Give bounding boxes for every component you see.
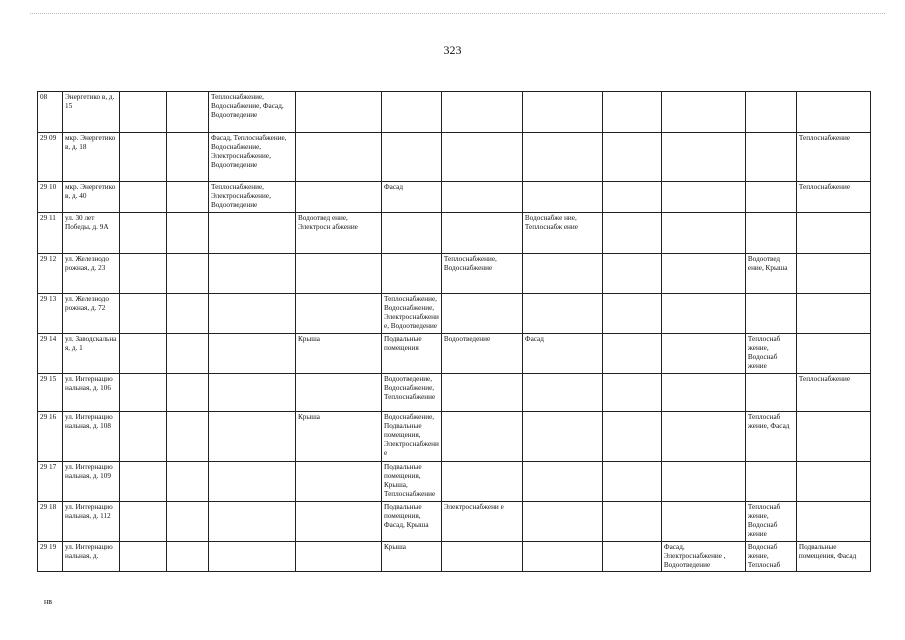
work-type-cell	[296, 254, 382, 294]
work-type-cell	[522, 254, 602, 294]
work-type-cell	[441, 374, 522, 412]
work-type-cell	[209, 254, 296, 294]
table-row	[38, 462, 871, 502]
work-type-cell	[745, 133, 796, 182]
row-number-cell: 29 10	[38, 182, 63, 213]
address-cell: ул. Интернацио нальная, д. 108	[63, 412, 120, 462]
work-type-cell: Теплоснабжение, Водоснабжение	[441, 254, 522, 294]
table-row	[38, 92, 871, 133]
table-row	[38, 294, 871, 334]
work-type-cell	[441, 92, 522, 133]
address-cell: мкр. Энергетико в, д. 40	[63, 182, 120, 213]
work-type-cell	[522, 542, 602, 572]
work-type-cell: Подвальные помещения, Крыша, Теплоснабжение	[382, 462, 442, 502]
work-type-cell: Теплоснаб жение, Водоснаб жение	[745, 334, 796, 374]
work-type-cell: Подвальные помещения	[382, 334, 442, 374]
work-type-cell	[745, 374, 796, 412]
address-cell: ул. Интернацио нальная, д.	[63, 542, 120, 572]
table-row	[38, 542, 871, 572]
address-cell: ул. Интернацио нальная, д. 106	[63, 374, 120, 412]
work-type-cell	[120, 133, 167, 182]
work-type-cell	[661, 462, 745, 502]
table-row	[38, 334, 871, 374]
work-type-cell	[661, 412, 745, 462]
work-type-cell	[602, 294, 661, 334]
work-type-cell	[602, 542, 661, 572]
work-type-cell	[120, 92, 167, 133]
work-type-cell: Теплоснабжение, Электроснабжение, Водоотведение	[209, 182, 296, 213]
work-type-cell	[209, 412, 296, 462]
work-type-cell	[296, 133, 382, 182]
row-number-cell: 29 13	[38, 294, 63, 334]
row-number-cell: 29 14	[38, 334, 63, 374]
work-type-cell: Фасад	[382, 182, 442, 213]
work-type-cell	[602, 374, 661, 412]
work-type-cell: Теплоснаб жение, Фасад	[745, 412, 796, 462]
work-type-cell: Теплоснабжение, Водоснабжение, Электроснабжени е, Водоотведение	[382, 294, 442, 334]
work-type-cell	[296, 374, 382, 412]
work-type-cell	[441, 133, 522, 182]
work-type-cell	[296, 182, 382, 213]
work-type-cell	[167, 254, 209, 294]
work-type-cell: Крыша	[382, 542, 442, 572]
work-type-cell: Фасад, Теплоснабжение, Водоснабжение, Электроснабжение, Водоотведение	[209, 133, 296, 182]
footer-mark: нв	[44, 597, 53, 606]
work-type-cell	[602, 254, 661, 294]
work-type-cell	[602, 462, 661, 502]
table-row	[38, 133, 871, 182]
page-number: 323	[443, 43, 462, 57]
row-number-cell: 08	[38, 92, 63, 133]
work-type-cell	[661, 374, 745, 412]
work-type-cell	[296, 462, 382, 502]
work-type-cell	[522, 412, 602, 462]
table-row	[38, 502, 871, 542]
work-type-cell	[745, 294, 796, 334]
work-type-cell	[296, 502, 382, 542]
row-number-cell: 29 12	[38, 254, 63, 294]
work-type-cell	[120, 502, 167, 542]
work-type-cell	[167, 542, 209, 572]
work-type-cell	[120, 542, 167, 572]
work-type-cell	[745, 182, 796, 213]
work-type-cell	[661, 254, 745, 294]
work-type-cell	[796, 502, 870, 542]
work-type-cell	[209, 334, 296, 374]
work-type-cell	[120, 374, 167, 412]
work-type-cell: Крыша	[296, 334, 382, 374]
work-type-cell	[167, 412, 209, 462]
work-type-cell	[167, 374, 209, 412]
work-type-cell	[745, 92, 796, 133]
work-type-cell: Теплоснабжение	[796, 182, 870, 213]
work-type-cell	[382, 92, 442, 133]
work-type-cell	[120, 254, 167, 294]
work-type-cell	[209, 374, 296, 412]
work-type-cell	[209, 213, 296, 254]
work-type-cell	[745, 213, 796, 254]
work-type-cell: Электроснабжени е	[441, 502, 522, 542]
table-row	[38, 374, 871, 412]
table-row	[38, 182, 871, 213]
address-cell: ул. Железнодо рожная, д. 72	[63, 294, 120, 334]
work-type-cell	[522, 502, 602, 542]
address-cell: ул. Железнодо рожная, д. 23	[63, 254, 120, 294]
work-type-cell	[602, 182, 661, 213]
work-type-cell: Теплоснаб жение, Водоснаб жение	[745, 502, 796, 542]
work-type-cell: Водоотведение, Водоснабжение, Теплоснабжение	[382, 374, 442, 412]
work-type-cell	[661, 334, 745, 374]
work-type-cell	[796, 294, 870, 334]
scan-edge-dots	[30, 13, 885, 16]
work-type-cell: Водоснабже ние, Теплоснабж ение	[522, 213, 602, 254]
work-type-cell	[167, 502, 209, 542]
work-type-cell	[522, 294, 602, 334]
work-type-cell	[167, 133, 209, 182]
work-type-cell	[120, 462, 167, 502]
address-cell: ул. 30 лет Победы, д. 9А	[63, 213, 120, 254]
work-type-cell	[120, 213, 167, 254]
work-type-cell	[382, 133, 442, 182]
work-type-cell	[120, 294, 167, 334]
row-number-cell: 29 15	[38, 374, 63, 412]
work-type-cell	[209, 294, 296, 334]
table-row	[38, 254, 871, 294]
work-type-cell: Подвальные помещения, Фасад, Крыша	[382, 502, 442, 542]
address-cell: ул. Заводскальна я, д. 1	[63, 334, 120, 374]
work-type-cell	[796, 462, 870, 502]
table-row	[38, 412, 871, 462]
work-type-cell	[296, 294, 382, 334]
address-cell: Энергетико в, д. 15	[63, 92, 120, 133]
work-type-cell	[796, 412, 870, 462]
work-type-cell	[296, 92, 382, 133]
work-type-cell: Водоснабжение, Подвальные помещения, Электроснабжени е	[382, 412, 442, 462]
work-type-cell	[796, 213, 870, 254]
work-type-cell	[120, 182, 167, 213]
work-type-cell: Теплоснабжение, Водоснабжение, Фасад, Водоотведение	[209, 92, 296, 133]
work-type-cell	[209, 462, 296, 502]
work-type-cell	[602, 502, 661, 542]
work-type-cell: Крыша	[296, 412, 382, 462]
row-number-cell: 29 09	[38, 133, 63, 182]
repair-schedule-table	[37, 91, 871, 572]
work-type-cell: Водоотвед ение, Крыша	[745, 254, 796, 294]
work-type-cell	[661, 294, 745, 334]
work-type-cell: Водоотвед ение, Электросн абжение	[296, 213, 382, 254]
work-type-cell	[441, 542, 522, 572]
work-type-cell	[382, 213, 442, 254]
work-type-cell	[522, 462, 602, 502]
row-number-cell: 29 19	[38, 542, 63, 572]
work-type-cell	[661, 133, 745, 182]
work-type-cell	[661, 182, 745, 213]
row-number-cell: 29 18	[38, 502, 63, 542]
work-type-cell	[602, 334, 661, 374]
work-type-cell	[522, 182, 602, 213]
work-type-cell	[209, 542, 296, 572]
work-type-cell: Водоотведение	[441, 334, 522, 374]
work-type-cell	[167, 334, 209, 374]
work-type-cell	[441, 294, 522, 334]
work-type-cell	[602, 213, 661, 254]
table-row	[38, 213, 871, 254]
work-type-cell: Фасад, Электроснабжение , Водоотведение	[661, 542, 745, 572]
address-cell: мкр. Энергетико в, д. 18	[63, 133, 120, 182]
work-type-cell	[796, 254, 870, 294]
work-type-cell	[661, 213, 745, 254]
work-type-cell	[441, 182, 522, 213]
work-type-cell	[602, 133, 661, 182]
work-type-cell	[167, 213, 209, 254]
work-type-cell	[522, 374, 602, 412]
work-type-cell	[661, 92, 745, 133]
address-cell: ул. Интернацио нальная, д. 109	[63, 462, 120, 502]
work-type-cell	[120, 334, 167, 374]
work-type-cell	[796, 334, 870, 374]
row-number-cell: 29 17	[38, 462, 63, 502]
work-type-cell	[167, 92, 209, 133]
address-cell: ул. Интернацио нальная, д. 112	[63, 502, 120, 542]
work-type-cell	[522, 92, 602, 133]
work-type-cell	[167, 462, 209, 502]
work-type-cell	[602, 412, 661, 462]
work-type-cell	[441, 213, 522, 254]
work-type-cell	[120, 412, 167, 462]
work-type-cell	[441, 412, 522, 462]
work-type-cell	[796, 92, 870, 133]
row-number-cell: 29 11	[38, 213, 63, 254]
work-type-cell	[209, 502, 296, 542]
work-type-cell	[167, 182, 209, 213]
work-type-cell	[441, 462, 522, 502]
work-type-cell	[661, 502, 745, 542]
work-type-cell: Теплоснабжение	[796, 133, 870, 182]
row-number-cell: 29 16	[38, 412, 63, 462]
work-type-cell: Водоснаб жение, Теплоснаб	[745, 542, 796, 572]
work-type-cell	[382, 254, 442, 294]
work-type-cell	[296, 542, 382, 572]
work-type-cell	[602, 92, 661, 133]
work-type-cell	[745, 462, 796, 502]
work-type-cell	[167, 294, 209, 334]
work-type-cell: Теплоснабжение	[796, 374, 870, 412]
work-type-cell: Подвальные помещения, Фасад	[796, 542, 870, 572]
work-type-cell	[522, 133, 602, 182]
work-type-cell: Фасад	[522, 334, 602, 374]
